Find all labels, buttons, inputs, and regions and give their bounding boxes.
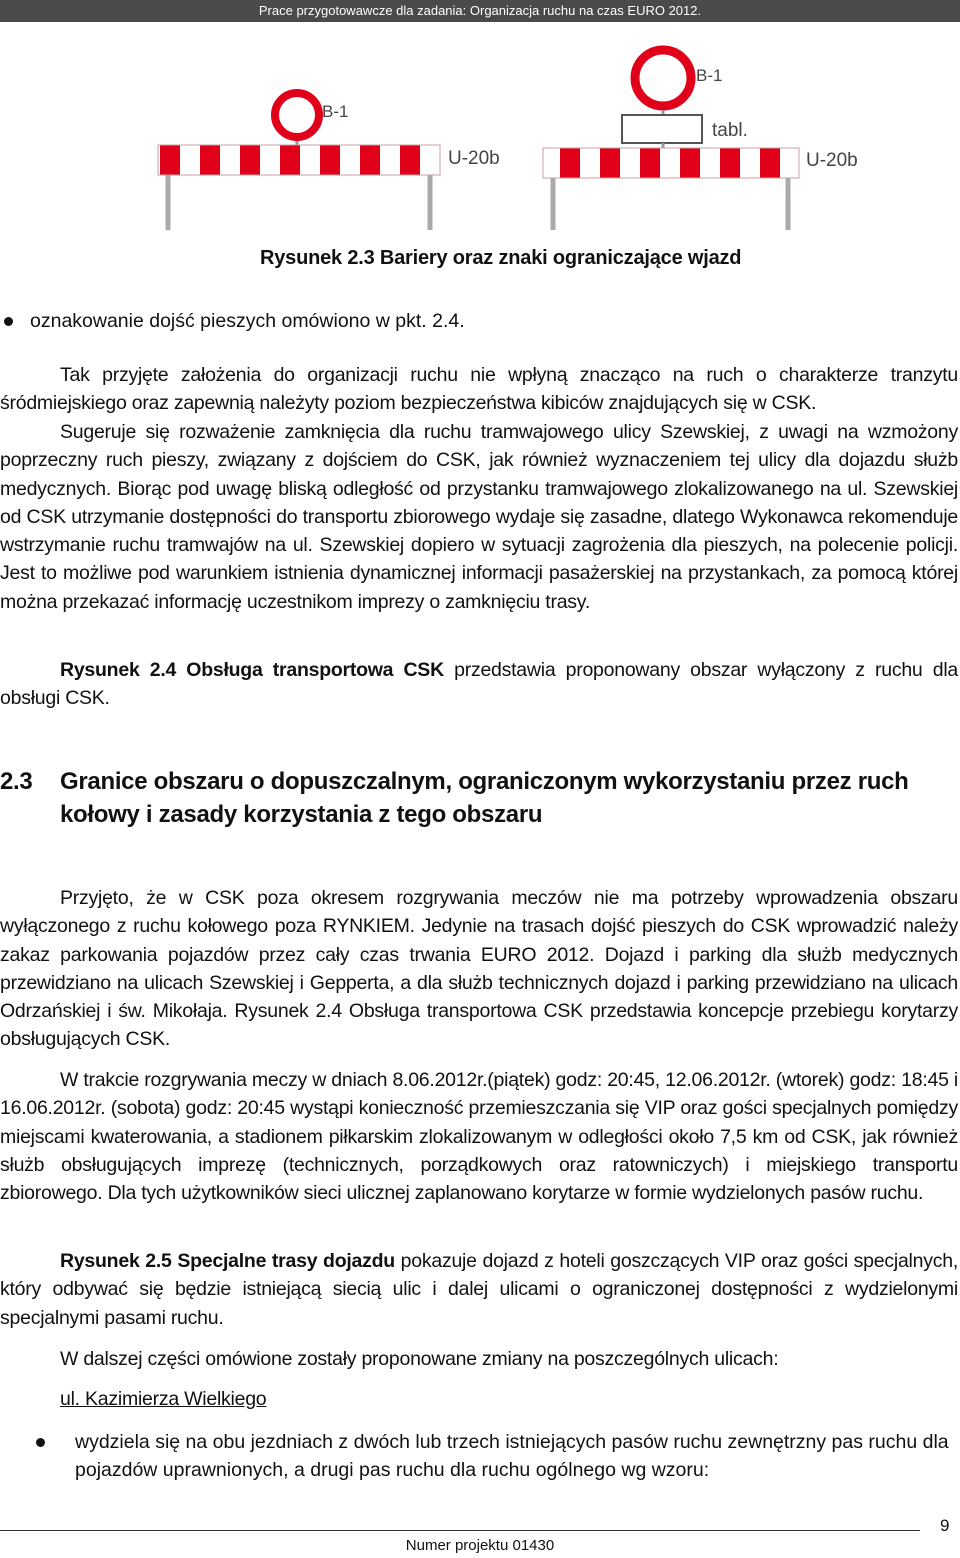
bullet-icon — [4, 317, 13, 326]
street-heading: ul. Kazimierza Wielkiego — [60, 1388, 267, 1410]
right-barrier-label: U-20b — [806, 150, 858, 171]
paragraph-1: Tak przyjęte założenia do organizacji ruchu nie wpłyną znacząco na ruch o charakterze tranzytu śródmiejskiego oraz zapewnią należyty poziom bezpieczeństwa kibiców znajdujących się w CSK. — [0, 364, 958, 415]
barriers-illustration — [0, 40, 960, 240]
barrier-figure — [0, 40, 960, 240]
right-u20b-barrier-icon — [543, 148, 799, 178]
paragraph-3 — [0, 656, 958, 713]
list-item — [0, 307, 465, 335]
paragraph-4: Przyjęto, że w CSK poza okresem rozgrywania meczów nie ma potrzeby wprowadzenia obszaru wyłączonego z ruchu kołowego poza RYNKIEM. Jedynie na trasach dojść pieszych do CSK wprowadzić należy zakaz parkowania pojazdów przez cały czas trwania EURO 2012. Dojazd i parking dla służb medycznych przewidziano na ulicach Szewskiej i Gepperta, a dla służb technicznych dojazd i parking przewidziano na ulicach Odrzańskiej i św. Mikołaja. Rysunek 2.4 Obsługa transportowa CSK przedstawia koncepcje przebiegu korytarzy obsługujących CSK. — [0, 887, 958, 1051]
left-sign-label: B-1 — [322, 102, 349, 121]
plate-icon — [622, 115, 702, 143]
left-barrier-label: U-20b — [448, 148, 500, 169]
section-number: 2.3 — [0, 768, 33, 795]
paragraph-7: W dalszej części omówione zostały proponowane zmiany na poszczególnych ulicach: — [60, 1348, 779, 1370]
paragraph-2: Sugeruje się rozważenie zamknięcia dla ruchu tramwajowego ulicy Szewskiej, z uwagi na wzmożony poprzeczny ruch pieszy, związany z dojściem do CSK, jak również wyznaczeniem tej ulicy dla dojazdu służb medycznych. Biorąc pod uwagę bliską odległość od przystanku tramwajowego zlokalizowanego na ul. Szewskiej od CSK utrzymanie dostępności do transportu zbiorowego wydaje się zasadne, dlatego Wykonawca rekomenduje wstrzymanie ruchu tramwajów na ul. Szewskiej dopiero w sytuacji zagrożenia dla pieszych, na polecenie policji. Jest to możliwe pod warunkiem istnienia dynamicznej informacji pasażerskiej na przystankach, za pomocą której można przekazać informację uczestnikom imprezy o zamknięciu trasy. — [0, 421, 958, 613]
right-plate-label: tabl. — [712, 120, 748, 141]
paragraph-6 — [0, 1247, 958, 1332]
left-b1-sign-icon — [275, 93, 319, 137]
figure-reference: Rysunek 2.5 Specjalne trasy dojazdu — [60, 1250, 395, 1272]
left-u20b-barrier-icon — [158, 145, 440, 175]
left-barrier — [158, 93, 440, 230]
right-b1-sign-icon — [635, 50, 691, 106]
paragraph-3-text: przedstawia proponowany obszar wyłączony z ruchu dla obsługi CSK. — [0, 659, 958, 710]
section-title: Granice obszaru o dopuszczalnym, ograniczonym wykorzystaniu przez ruch kołowy i zasady korzystania z tego obszaru — [60, 768, 909, 828]
footer-divider — [0, 1530, 920, 1531]
figure-caption: Rysunek 2.3 Bariery oraz znaki ograniczające wjazd — [260, 247, 742, 269]
bullet-text: oznakowanie dojść pieszych omówiono w pkt. 2.4. — [30, 310, 465, 332]
bullet-text: wydziela się na obu jezdniach z dwóch lub trzech istniejących pasów ruchu zewnętrzny pas ruchu dla pojazdów uprawnionych, a drugi pas ruchu dla ruchu ogólnego wg wzoru: — [75, 1431, 949, 1481]
footer-project-number: Numer projektu 01430 — [405, 1537, 555, 1554]
paragraph-5: W trakcie rozgrywania meczy w dniach 8.06.2012r.(piątek) godz: 20:45, 12.06.2012r. (wtorek) godz: 18:45 i 16.06.2012r. (sobota) godz: 20:45 wystąpi konieczność przemieszczania się VIP oraz gości specjalnych pomiędzy miejscami kwaterowania, a stadionem piłkarskim zlokalizowanym w odległości około 7,5 km od CSK, jak również służb obsługujących imprezę (technicznych, porządkowych oraz ratowniczych) i miejskiego transportu zbiorowego. Dla tych użytkowników sieci ulicznej zaplanowano korytarze w formie wydzielonych pasów ruchu. — [0, 1069, 958, 1205]
right-sign-label: B-1 — [696, 66, 723, 85]
paragraph-6-text: pokazuje dojazd z hoteli goszczących VIP oraz gości specjalnych, który odbywać się będzie istniejącą siecią ulic i dalej ulicami o ograniczonej dostępności z wydzielonymi specjalnymi pasami ruchu. — [0, 1250, 958, 1329]
page-header: Prace przygotowawcze dla zadania: Organizacja ruchu na czas EURO 2012. — [0, 0, 960, 22]
figure-reference: Rysunek 2.4 Obsługa transportowa CSK — [60, 659, 444, 681]
page-number: 9 — [940, 1516, 950, 1535]
list-item — [0, 1428, 958, 1484]
right-barrier — [543, 50, 799, 230]
bullet-icon — [36, 1438, 45, 1447]
